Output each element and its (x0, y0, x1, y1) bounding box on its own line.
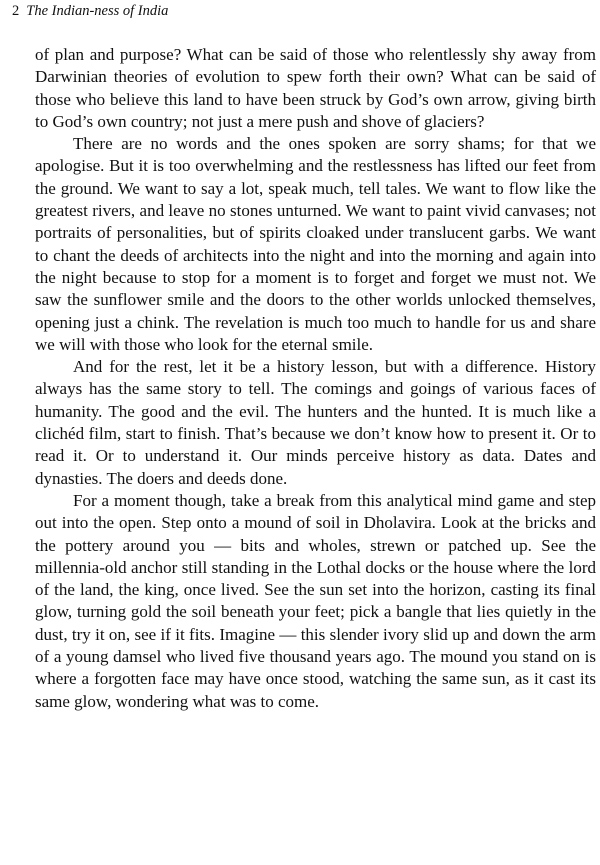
paragraph: And for the rest, let it be a history lesson, but with a difference. History always has the same story to tell. The comings and goings of various faces of humanity. The good and the evil. The hunters and the hunted. It is much like a clichéd film, start to finish. That’s because we don’t know how to present it. Or to read it. Or to understand it. Our minds perceive history as data. Dates and dynasties. The doers and deeds done. (35, 357, 596, 488)
paragraph: There are no words and the ones spoken are sorry shams; for that we apologise. But it is too overwhelming and the restlessness has lifted our feet from the ground. We want to say a lot, speak much, tell tales. We want to flow like the greatest rivers, and leave no stones unturned. We want to paint vivid canvases; not portraits of personalities, but of spirits cloaked under translucent garbs. We want to chant the deeds of architects into the night and into the morning and again into the night because to stop for a moment is to forget and forget we must not. We saw the sunflower smile and the doors to the other worlds unlocked themselves, opening just a chink. The revelation is much too much to handle for us and share we will with those who look for the eternal smile. (35, 134, 596, 354)
running-head (12, 2, 168, 20)
body-text (35, 44, 596, 713)
paragraph-continued: of plan and purpose? What can be said of those who relentlessly shy away from Darwinian theories of evolution to spew forth their own? What can be said of those who believe this land to have been struck by God’s own arrow, giving birth to God’s own country; not just a mere push and shove of glaciers? (35, 45, 596, 131)
paragraph: For a moment though, take a break from this analytical mind game and step out into the open. Step onto a mound of soil in Dholavira. Look at the bricks and the pottery around you — bits and wholes, strewn or patched up. See the millennia-old anchor still standing in the Lothal docks or the house where the lord of the land, the king, once lived. See the sun set into the horizon, casting its final glow, turning gold the soil beneath your feet; pick a bangle that lies quietly in the dust, try it on, see if it fits. Imagine — this slender ivory slid up and down the arm of a young damsel who lived five thousand years ago. The mound you stand on is where a forgotten face may have once stood, watching the same sun, as it cast its same glow, wondering what was to come. (35, 490, 596, 711)
running-title: The Indian-ness of India (26, 3, 169, 19)
page-number: 2 (12, 3, 20, 19)
